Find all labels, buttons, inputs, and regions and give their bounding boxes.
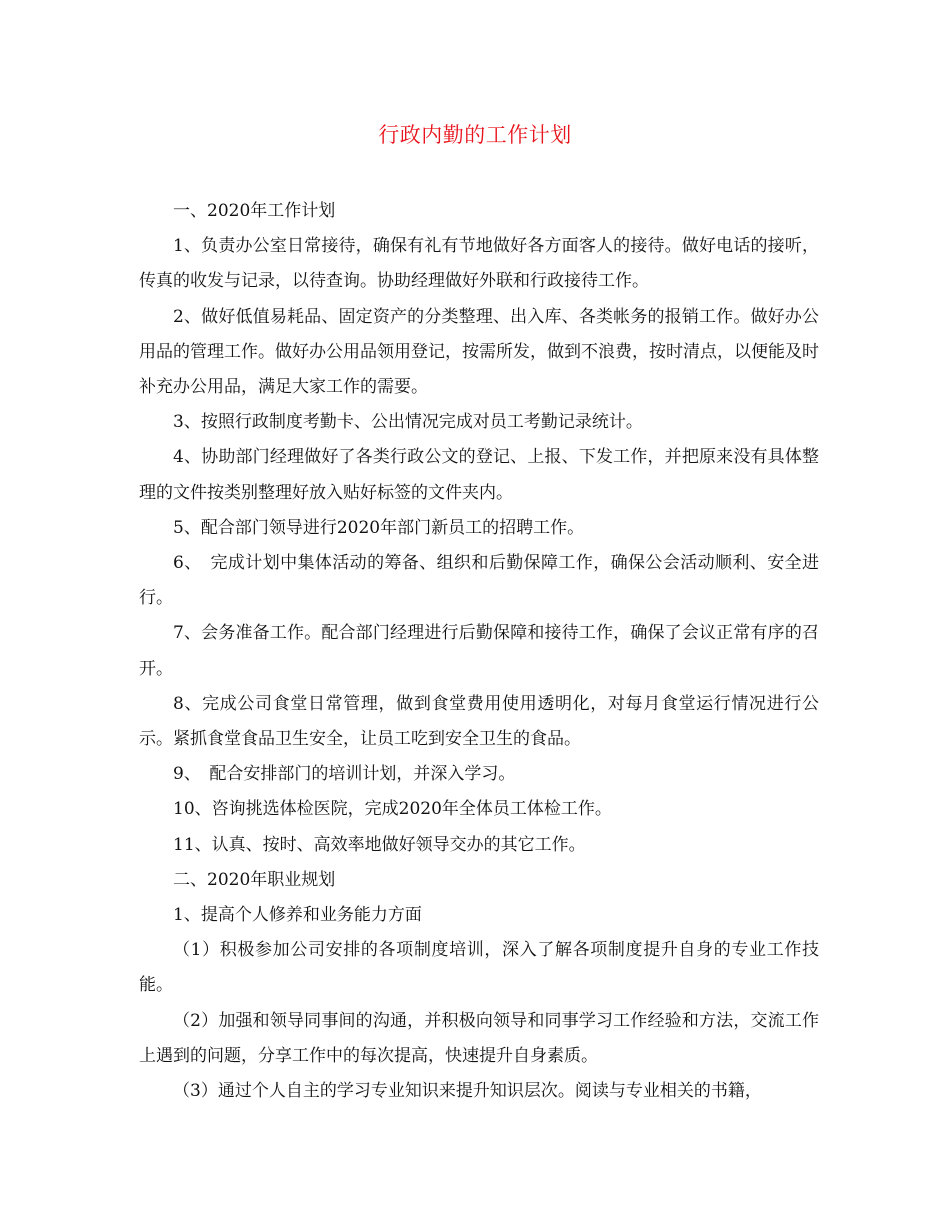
subsection-heading-personal-growth: 1、提高个人修养和业务能力方面 bbox=[173, 905, 422, 926]
paragraph-item-11: 11、认真、按时、高效率地做好领导交办的其它工作。 bbox=[173, 834, 586, 855]
paragraph-item-8: 8、完成公司食堂日常管理，做到食堂费用使用透明化，对每月食堂运行情况进行公示。紧抓食堂食品卫生安全，让员工吃到安全卫生的食品。 bbox=[139, 693, 819, 750]
paragraph-item-6: 6、 完成计划中集体活动的筹备、组织和后勤保障工作，确保公会活动顺利、安全进行。 bbox=[139, 553, 819, 609]
section-heading-work-plan: 一、2020年工作计划 bbox=[173, 201, 336, 221]
paragraph-item-4: 4、协助部门经理做好了各类行政公文的登记、上报、下发工作，并把原来没有具体整理的文件按类别整理好放入贴好标签的文件夹内。 bbox=[139, 447, 819, 503]
paragraph-subitem-1: （1）积极参加公司安排的各项制度培训，深入了解各项制度提升自身的专业工作技能。 bbox=[139, 940, 819, 996]
document-title: 行政内勤的工作计划 bbox=[378, 123, 572, 147]
paragraph-subitem-2: （2）加强和领导同事间的沟通，并积极向领导和同事学习工作经验和方法，交流工作上遇到的问题，分享工作中的每次提高，快速提升自身素质。 bbox=[139, 1010, 819, 1066]
paragraph-item-2: 2、做好低值易耗品、固定资产的分类整理、出入库、各类帐务的报销工作。做好办公用品的管理工作。做好办公用品领用登记，按需所发，做到不浪费，按时清点，以便能及时补充办公用品，满足大家工作的需要。 bbox=[139, 306, 819, 398]
paragraph-item-5: 5、配合部门领导进行2020年部门新员工的招聘工作。 bbox=[173, 517, 585, 538]
paragraph-item-1: 1、负责办公室日常接待，确保有礼有节地做好各方面客人的接待。做好电话的接听，传真的收发与记录，以待查询。协助经理做好外联和行政接待工作。 bbox=[139, 236, 819, 292]
paragraph-item-7: 7、会务准备工作。配合部门经理进行后勤保障和接待工作，确保了会议正常有序的召开。 bbox=[139, 623, 819, 679]
paragraph-item-3: 3、按照行政制度考勤卡、公出情况完成对员工考勤记录统计。 bbox=[173, 412, 643, 433]
section-heading-career-plan: 二、2020年职业规划 bbox=[173, 869, 336, 890]
document-body bbox=[139, 194, 819, 1109]
paragraph-subitem-3: （3）通过个人自主的学习专业知识来提升知识层次。阅读与专业相关的书籍， bbox=[173, 1081, 762, 1102]
paragraph-item-10: 10、咨询挑选体检医院，完成2020年全体员工体检工作。 bbox=[173, 799, 612, 820]
paragraph-item-9: 9、 配合安排部门的培训计划，并深入学习。 bbox=[173, 764, 516, 785]
